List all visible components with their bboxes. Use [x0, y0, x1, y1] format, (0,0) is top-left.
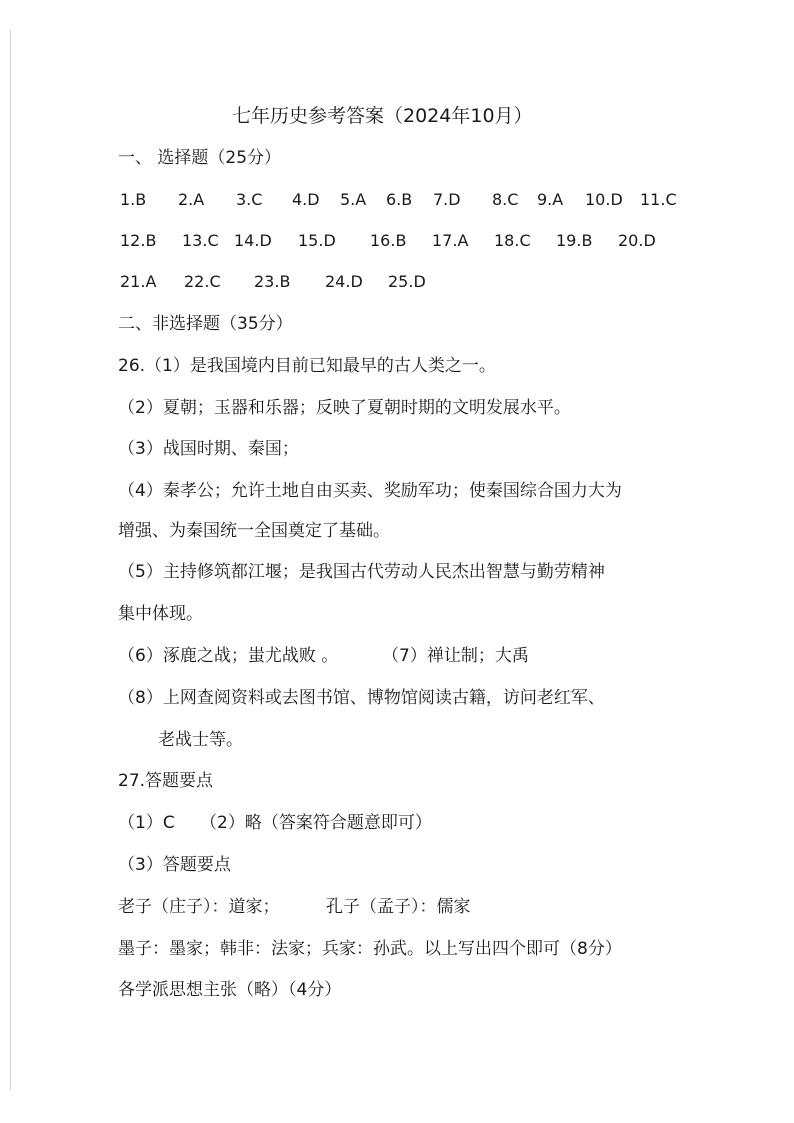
answer-item: 1.B [120, 190, 147, 209]
answer-item: 15.D [298, 231, 336, 250]
q27-line3: 各学派思想主张（略）（4分） [118, 980, 342, 1000]
answer-item: 12.B [120, 231, 157, 250]
q26-part5-cont: 集中体现。 [118, 604, 203, 624]
answer-item: 18.C [494, 231, 531, 250]
q26-part8-cont: 老战士等。 [158, 730, 243, 750]
answer-item: 23.B [254, 272, 291, 291]
q27-heading: 27.答题要点 [118, 771, 214, 791]
q26-part6: （6）涿鹿之战；蚩尤战败 。 [118, 646, 339, 666]
answer-item: 17.A [432, 231, 469, 250]
q27-line1-confucian: 孔子（孟子）：儒家 [326, 897, 471, 917]
answer-item: 3.C [236, 190, 263, 209]
answer-item: 2.A [178, 190, 205, 209]
q27-part1: （1）C [118, 813, 175, 833]
q26-part5: （5）主持修筑都江堰；是我国古代劳动人民杰出智慧与勤劳精神 [118, 562, 605, 582]
answer-item: 7.D [433, 190, 461, 209]
answer-item: 21.A [120, 272, 157, 291]
q26-part1: 26.（1）是我国境内目前已知最早的古人类之一。 [118, 356, 496, 376]
q26-part4-cont: 增强、为秦国统一全国奠定了基础。 [118, 521, 390, 541]
answer-item: 10.D [585, 190, 623, 209]
answer-item: 13.C [182, 231, 219, 250]
answer-item: 20.D [618, 231, 656, 250]
answer-item: 22.C [184, 272, 221, 291]
section1-heading: 一、 选择题（25分） [118, 148, 282, 168]
q26-part2: （2）夏朝；玉器和乐器；反映了夏朝时期的文明发展水平。 [118, 398, 571, 418]
answer-item: 14.D [234, 231, 272, 250]
answer-item: 24.D [325, 272, 363, 291]
answer-item: 8.C [492, 190, 519, 209]
answer-item: 16.B [370, 231, 407, 250]
answer-item: 11.C [640, 190, 677, 209]
answer-item: 5.A [340, 190, 367, 209]
answer-item: 19.B [556, 231, 593, 250]
answer-item: 9.A [537, 190, 564, 209]
section2-heading: 二、非选择题（35分） [118, 314, 293, 334]
q26-part7: （7）禅让制；大禹 [382, 646, 529, 666]
document-title: 七年历史参考答案（2024年10月） [232, 105, 533, 127]
q27-part2: （2）略（答案符合题意即可） [200, 813, 432, 833]
page-left-border [10, 30, 11, 1090]
q26-part3: （3）战国时期、秦国； [118, 439, 299, 459]
q27-line2: 墨子：墨家；韩非：法家；兵家：孙武。以上写出四个即可（8分） [118, 939, 622, 959]
answer-item: 6.B [386, 190, 413, 209]
q27-part3: （3）答题要点 [118, 855, 231, 875]
answer-item: 25.D [388, 272, 426, 291]
q26-part8: （8）上网查阅资料或去图书馆、博物馆阅读古籍，访问老红军、 [118, 688, 605, 708]
answer-item: 4.D [292, 190, 320, 209]
q26-part4: （4）秦孝公；允许土地自由买卖、奖励军功；使秦国综合国力大为 [118, 481, 622, 501]
q27-line1-daoist: 老子（庄子）：道家； [118, 897, 280, 917]
